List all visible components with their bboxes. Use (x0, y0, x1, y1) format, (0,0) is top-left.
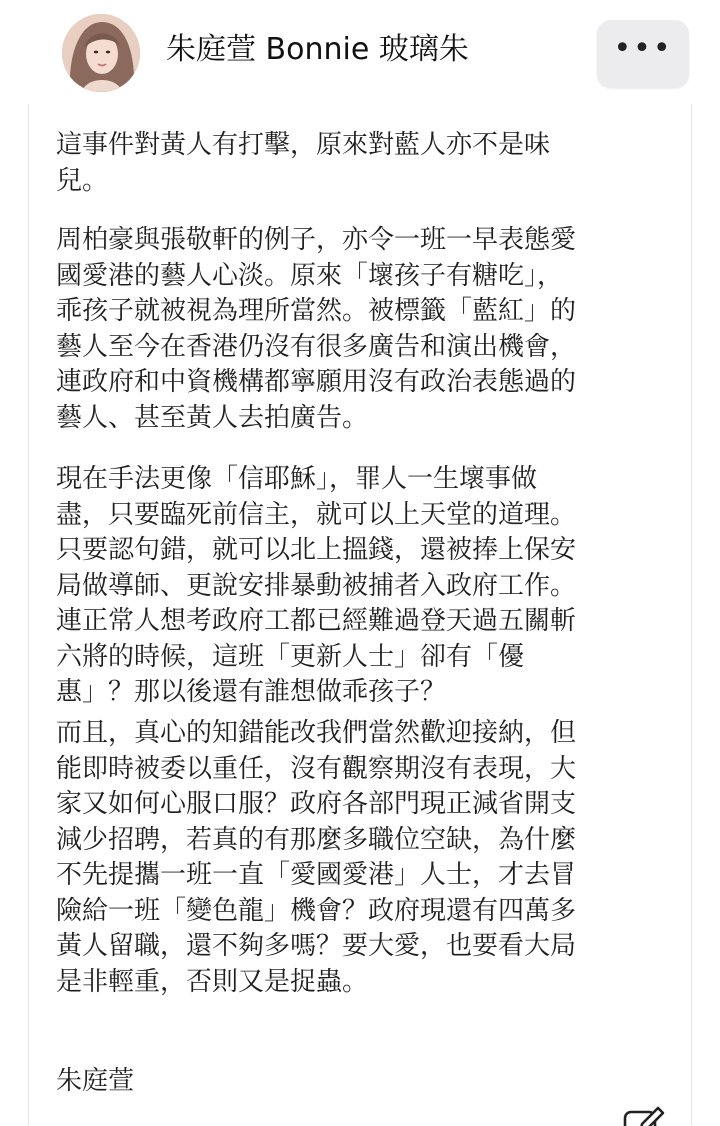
paragraph-line: 不先提攜一班一直「愛國愛港」人士，才去冒 (56, 860, 577, 890)
paragraph-line: 而且，真心的知錯能改我們當然歡迎接納，但 (56, 718, 577, 748)
edit-pencil-icon[interactable] (622, 1104, 666, 1126)
avatar-photo-icon (62, 14, 140, 92)
paragraph-line: 險給一班「變色龍」機會？政府現還有四萬多 (56, 895, 577, 926)
paragraph-line: 家又如何心服口服？政府各部門現正減省開支 (56, 789, 577, 819)
paragraph-line: 藝人至今在香港仍沒有很多廣告和演出機會， (56, 331, 577, 362)
post-header (0, 0, 720, 104)
paragraph-line: 國愛港的藝人心淡。原來「壞孩子有糖吃」， (56, 260, 564, 291)
paragraph-line: 六將的時候，這班「更新人士」卻有「優 (56, 641, 525, 672)
paragraph-line: 能即時被委以重任，沒有觀察期沒有表現，大 (56, 753, 577, 784)
paragraph-line: 盡，只要臨死前信主，就可以上天堂的道理。 (56, 499, 577, 530)
paragraph-line: 乖孩子就被視為理所當然。被標籤「藍紅」的 (56, 296, 577, 326)
paragraph-1 (56, 128, 550, 199)
paragraph-3 (56, 462, 576, 711)
paragraph-line: 連政府和中資機構都寧願用沒有政治表態過的 (56, 367, 577, 397)
profile-name[interactable]: 朱庭萱 Bonnie 玻璃朱 (166, 32, 469, 67)
paragraph-line: 減少招聘，若真的有那麼多職位空缺，為什麼 (56, 824, 577, 855)
more-options-button[interactable] (597, 20, 689, 88)
paragraph-line: 兒。 (56, 165, 109, 196)
avatar[interactable] (62, 14, 140, 92)
paragraph-line: 這事件對黃人有打擊，原來對藍人亦不是味 (56, 130, 551, 160)
paragraph-line: 局做導師、更說安排暴動被捕者入政府工作。 (56, 570, 577, 601)
more-horizontal-icon: ••• (613, 31, 673, 66)
paragraph-line: 連正常人想考政府工都已經難過登天過五關斬 (56, 606, 577, 636)
paragraph-line: 周柏豪與張敬軒的例子，亦令一班一早表態愛 (56, 225, 577, 255)
paragraph-line: 是非輕重，否則又是捉蟲。 (56, 966, 369, 997)
paragraph-line: 現在手法更像「信耶穌」，罪人一生壞事做 (56, 464, 538, 494)
paragraph-4 (56, 716, 576, 1000)
post-signature: 朱庭萱 (56, 1066, 135, 1096)
paragraph-2 (56, 223, 576, 436)
paragraph-line: 黃人留職，還不夠多嗎？要大愛，也要看大局 (56, 931, 577, 961)
paragraph-line: 惠」？那以後還有誰想做乖孩子？ (56, 677, 447, 707)
paragraph-line: 只要認句錯，就可以北上搵錢，還被捧上保安 (56, 535, 577, 565)
paragraph-line: 藝人、甚至黃人去拍廣告。 (56, 402, 369, 433)
